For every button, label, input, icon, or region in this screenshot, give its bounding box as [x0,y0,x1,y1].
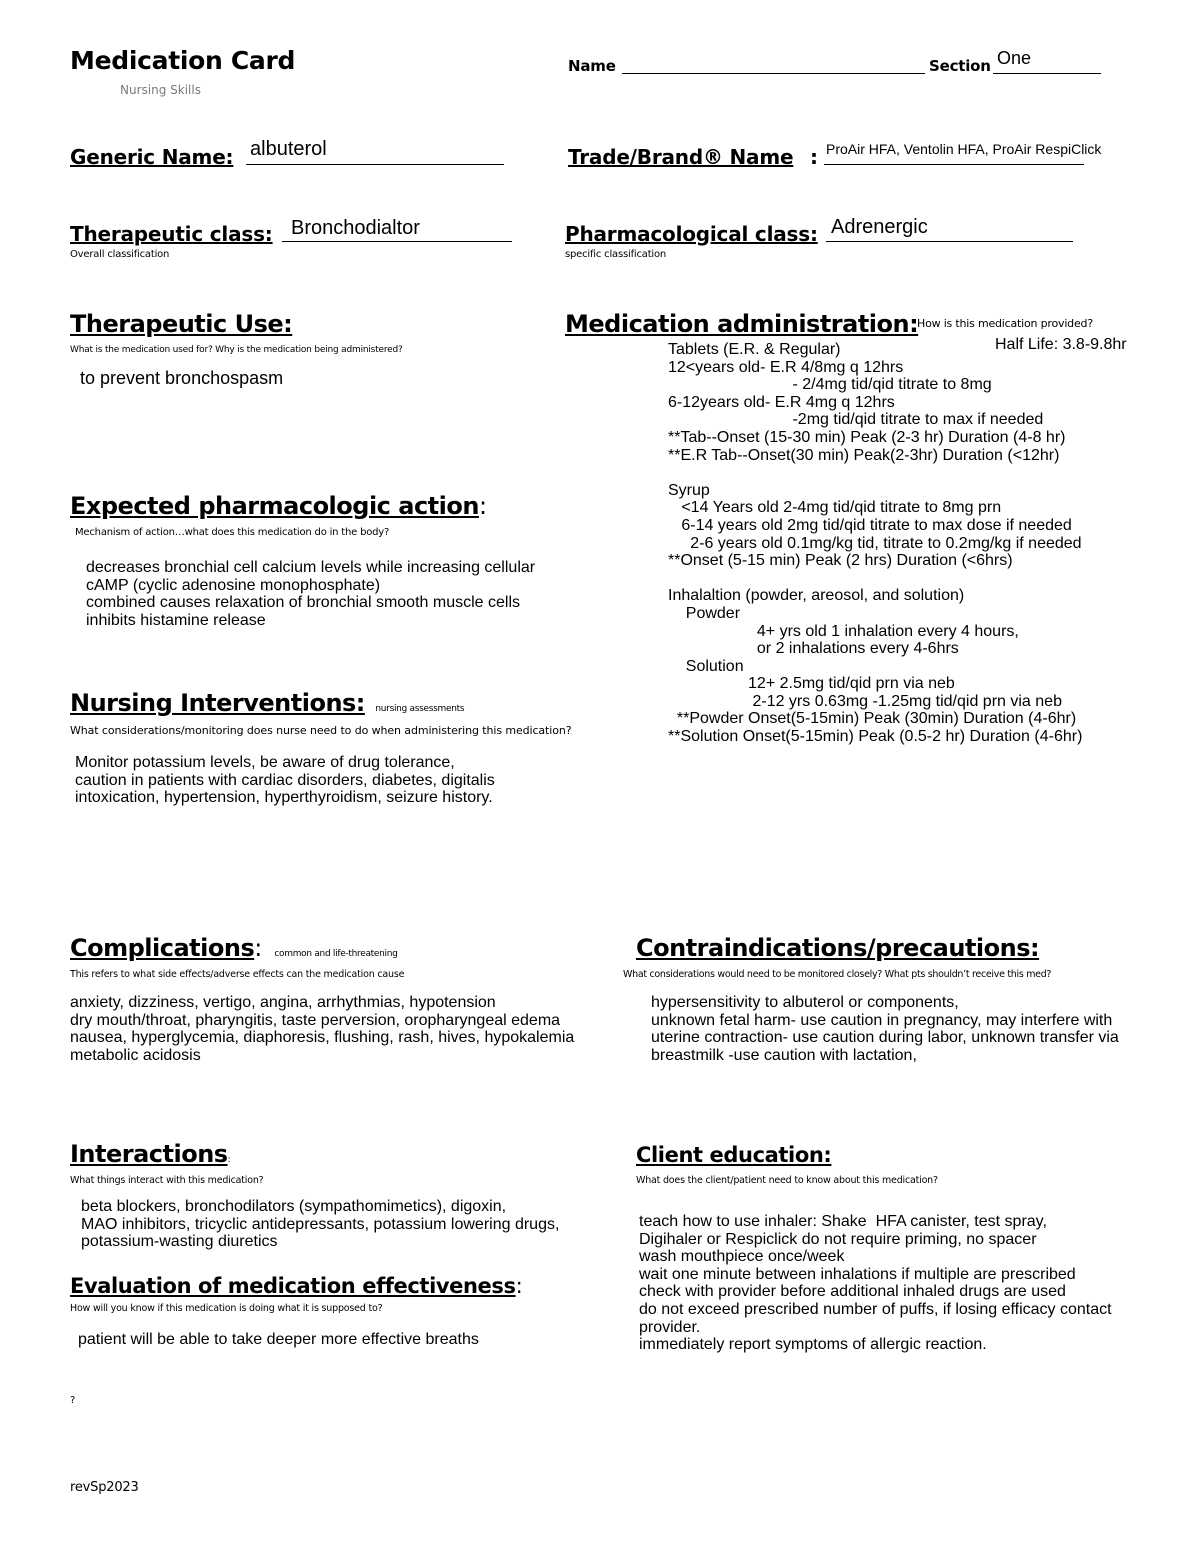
therapeutic-use-heading: Therapeutic Use: [70,310,293,338]
footer-mark: ? [70,1395,76,1406]
expected-action-heading: Expected pharmacologic action [70,492,479,520]
section-label: Section [929,57,991,75]
complications-subnote: common and life-threatening [274,949,398,959]
evaluation-colon: : [515,1274,523,1298]
contraindications-hint: What considerations would need to be monitored closely? What pts shouldn’t receive this med? [623,969,1052,980]
name-field-line[interactable] [622,73,925,74]
evaluation-hint: How will you know if this medication is doing what it is supposed to? [70,1303,383,1314]
evaluation-heading-row [70,1274,522,1298]
pharm-class-label: Pharmacological class: [565,222,818,246]
interactions-colon: : [227,1155,231,1165]
generic-name-value[interactable]: albuterol [250,138,327,160]
pharm-class-value[interactable]: Adrenergic [831,216,928,238]
administration-heading: Medication administration: [565,310,919,338]
contraindications-text[interactable]: hypersensitivity to albuterol or components, unknown fetal harm- use caution in pregnancy, may interfere with uterine contraction- use caution during labor, unknown transfer via breastmilk -use caution with lactation, [651,994,1119,1064]
card-title: Medication Card [70,46,296,75]
interactions-hint: What things interact with this medication? [70,1175,264,1186]
name-label: Name [568,57,616,75]
pharm-class-hint: specific classification [565,249,667,260]
interactions-heading: Interactions [70,1140,228,1168]
evaluation-text[interactable]: patient will be able to take deeper more effective breaths [78,1331,479,1348]
evaluation-heading: Evaluation of medication effectiveness [70,1274,516,1298]
pharm-class-line[interactable] [826,241,1073,242]
nursing-heading-row [70,689,464,717]
generic-name-line[interactable] [246,164,504,165]
administration-hint: How is this medication provided? [917,317,1093,330]
section-field-line[interactable] [993,73,1101,74]
complications-colon: : [254,934,262,962]
nursing-subnote: nursing assessments [375,704,465,714]
trade-name-line[interactable] [824,164,1084,165]
interactions-heading-row [70,1140,230,1168]
trade-name-label: Trade/Brand® Name [568,145,794,169]
therapeutic-use-hint: What is the medication used for? Why is the medication being administered? [70,345,403,355]
therapeutic-use-text[interactable]: to prevent bronchospasm [80,368,284,388]
half-life-text[interactable]: Half Life: 3.8-9.8hr [995,336,1127,353]
expected-action-heading-row [70,492,487,520]
expected-action-colon: : [478,492,487,520]
therapeutic-class-line[interactable] [282,241,512,242]
nursing-heading: Nursing Interventions: [70,689,365,717]
complications-hint: This refers to what side effects/adverse effects can the medication cause [70,969,405,980]
complications-heading-row [70,934,398,962]
education-heading: Client education: [636,1143,832,1167]
nursing-hint: What considerations/monitoring does nurse need to do when administering this medication? [70,724,572,737]
education-text[interactable]: teach how to use inhaler: Shake HFA canister, test spray, Digihaler or Respiclick do not require priming, no spacer wash mouthpiece once/week wait one minute between inhalations if multiple are prescribed check with provider before additional inhaled drugs are used do not exceed prescribed number of puffs, if losing efficacy contact provider. immediately report symptoms of allergic reaction. [639,1213,1112,1354]
card-subtitle: Nursing Skills [120,83,201,97]
section-field-value[interactable]: One [997,48,1032,68]
therapeutic-class-label: Therapeutic class: [70,222,273,246]
complications-text[interactable]: anxiety, dizziness, vertigo, angina, arrhythmias, hypotension dry mouth/throat, pharyngitis, taste perversion, oropharyngeal edema nausea, hyperglycemia, diaphoresis, flushing, rash, hives, hypokalemia metabolic acidosis [70,994,575,1064]
revision-label: revSp2023 [70,1480,139,1495]
interactions-text[interactable]: beta blockers, bronchodilators (sympathomimetics), digoxin, MAO inhibitors, tricyclic antidepressants, potassium lowering drugs, potassium-wasting diuretics [81,1198,560,1251]
generic-name-label: Generic Name: [70,145,234,169]
education-hint: What does the client/patient need to know about this medication? [636,1175,938,1186]
expected-action-text[interactable]: decreases bronchial cell calcium levels while increasing cellular cAMP (cyclic adenosine monophosphate) combined causes relaxation of bronchial smooth muscle cells inhibits histamine release [86,559,536,629]
nursing-text[interactable]: Monitor potassium levels, be aware of drug tolerance, caution in patients with cardiac disorders, diabetes, digitalis intoxication, hypertension, hyperthyroidism, seizure history. [75,754,495,807]
therapeutic-class-hint: Overall classification [70,249,170,260]
trade-name-colon: : [810,145,818,169]
contraindications-heading: Contraindications/precautions: [636,934,1040,962]
trade-name-value[interactable]: ProAir HFA, Ventolin HFA, ProAir RespiClick [826,141,1102,157]
expected-action-hint: Mechanism of action…what does this medication do in the body? [75,527,390,538]
therapeutic-class-value[interactable]: Bronchodialtor [291,217,420,239]
complications-heading: Complications [70,934,255,962]
administration-text[interactable]: Tablets (E.R. & Regular) 12<years old- E.R 4/8mg q 12hrs - 2/4mg tid/qid titrate to 8mg 6-12years old- E.R 4mg q 12hrs -2mg tid/qid titrate to max if needed **Tab--Onset (15-30 min) Peak (2-3 hr) Duration (4-8 hr) **E.R Tab--Onset(30 min) Peak(2-3hr) Duration (<12hr) Syrup <14 Years old 2-4mg tid/qid titrate to 8mg prn 6-14 years old 2mg tid/qid titrate to max dose if needed 2-6 years old 0.1mg/kg tid, titrate to 0.2mg/kg if needed **Onset (5-15 min) Peak (2 hrs) Duration (<6hrs) Inhalaltion (powder, areosol, and solution) Powder 4+ yrs old 1 inhalation every 4 hours, or 2 inhalations every 4-6hrs Solution 12+ 2.5mg tid/qid prn via neb 2-12 yrs 0.63mg -1.25mg tid/qid prn via neb **Powder Onset(5-15min) Peak (30min) Duration (4-6hr) **Solution Onset(5-15min) Peak (0.5-2 hr) Duration (4-6hr) [668,341,1083,746]
